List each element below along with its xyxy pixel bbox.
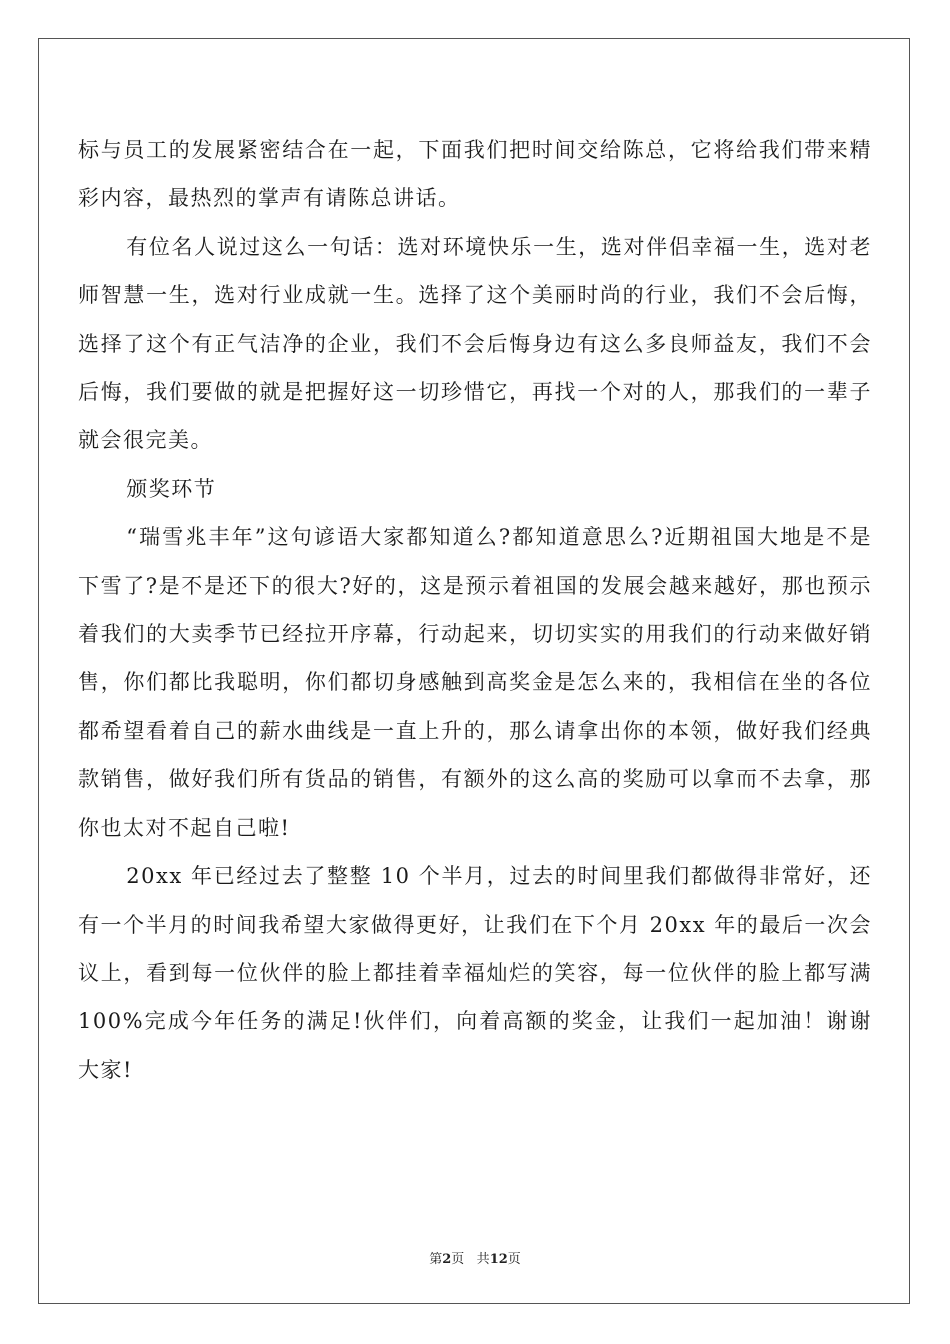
paragraph-2: 有位名人说过这么一句话：选对环境快乐一生，选对伴侣幸福一生，选对老师智慧一生，选对行业成就一生。选择了这个美丽时尚的行业，我们不会后悔，选择了这个有正气洁净的企业，我们不会后悔身边有这么多良师益友，我们不会后悔，我们要做的就是把握好这一切珍惜它，再找一个对的人，那我们的一辈子就会很完美。 [78,234,872,453]
paragraph-1: 标与员工的发展紧密结合在一起，下面我们把时间交给陈总，它将给我们带来精彩内容，最热烈的掌声有请陈总讲话。 [78,138,872,211]
footer-page-suffix: 页 [451,1252,465,1267]
paragraph-5: 20xx 年已经过去了整整 10 个半月，过去的时间里我们都做得非常好，还有一个半月的时间我希望大家做得更好，让我们在下个月 20xx 年的最后一次会议上，看到每一位伙伴的脸上都挂着幸福灿烂的笑容，每一位伙伴的脸上都写满 100%完成今年任务的满足!伙伴们，向着高额的奖金，让我们一起加油！谢谢大家! [78,864,872,1082]
current-page-number: 2 [442,1252,452,1267]
paragraph-4: “瑞雪兆丰年”这句谚语大家都知道么?都知道意思么?近期祖国大地是不是下雪了?是不是还下的很大?好的，这是预示着祖国的发展会越来越好，那也预示着我们的大卖季节已经拉开序幕，行动起来，切切实实的用我们的行动来做好销售，你们都比我聪明，你们都切身感触到高奖金是怎么来的，我相信在坐的各位都希望看着自己的薪水曲线是一直上升的，那么请拿出你的本领，做好我们经典款销售，做好我们所有货品的销售，有额外的这么高的奖励可以拿而不去拿，那你也太对不起自己啦! [78,525,872,840]
total-page-number: 12 [489,1252,508,1267]
footer-total-prefix: 共 [476,1252,490,1267]
page-footer [0,1248,950,1267]
document-body [78,126,872,1094]
footer-total-suffix: 页 [507,1252,521,1267]
footer-prefix: 第 [429,1252,443,1267]
section-heading: 颁奖环节 [126,476,217,501]
